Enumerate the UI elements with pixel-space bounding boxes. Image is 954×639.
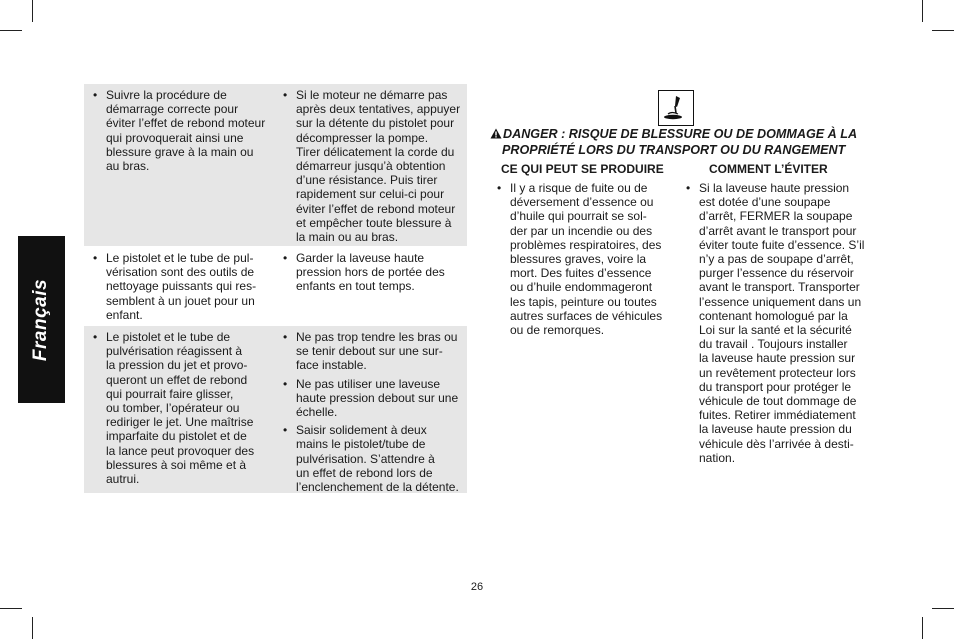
- prevention-column: [685, 181, 870, 469]
- danger-title-line1: DANGER : RISQUE DE BLESSURE OU DE DOMMAGE À LA: [503, 127, 858, 141]
- prevention-item: • Si le moteur ne démarre pas après deux tentatives, appuyer sur la détente du pistolet pour décompresser la pompe. Tirer délicatement la corde du démarreur jusqu’à obtention d’une résistance. Puis tirer rapidement sur celui-ci pour éviter l’effet de rebond moteur et empêcher toute blessure à la main ou au bras.: [282, 88, 465, 244]
- prevention-item: • Si la laveuse haute pression est dotée d’une soupape d’arrêt, FERMER la soupape d’arrêt avant le transport pour éviter toute fuite d’essence. S’il n’y a pas de soupape d’arrêt, purger l’essence du réservoir avant le transport. Transporter l’essence uniquement dans un contenant homologué par la Loi sur la santé et la sécurité du travail . Toujours installer la laveuse haute pression sur un revêtement protecteur lors du transport pour protéger le véhicule de tout dommage de fuites. Retirer immédiatement la laveuse haute pression du véhicule dès l’arrivée à desti- nation.: [685, 181, 870, 465]
- crop-mark: [32, 617, 33, 639]
- crop-mark: [0, 30, 22, 31]
- prevention-item: • Saisir solidement à deux mains le pistolet/tube de pulvérisation. S’attendre à un effet de rebond lors de l’enclenchement de la détente.: [282, 423, 465, 494]
- crop-mark: [932, 608, 954, 609]
- crop-mark: [32, 0, 33, 22]
- safety-row: [84, 247, 467, 325]
- safety-row: [84, 84, 467, 246]
- crop-mark: [932, 30, 954, 31]
- page-number: 26: [470, 581, 484, 593]
- hazard-pictogram-icon: [658, 90, 694, 126]
- prevention-column: [282, 88, 465, 248]
- prevention-column: [282, 330, 465, 498]
- crop-mark: [0, 608, 22, 609]
- prevention-item: • Ne pas utiliser une laveuse haute pression debout sur une échelle.: [282, 377, 465, 420]
- warning-triangle-icon: [490, 128, 502, 143]
- column-header-what-can-happen: CE QUI PEUT SE PRODUIRE: [501, 162, 664, 176]
- prevention-item: • Garder la laveuse haute pression hors de portée des enfants en tout temps.: [282, 251, 465, 294]
- prevention-item: • Ne pas trop tendre les bras ou se tenir debout sur une sur- face instable.: [282, 330, 465, 373]
- hazard-item: • Il y a risque de fuite ou de déversement d’essence ou d’huile qui pourrait se sol- der par un incendie ou des problèmes respiratoires, des blessures graves, voire la mort. Des fuites d’essence ou d’huile endommageront les tapis, peinture ou toutes autres surfaces de véhicules ou de remorques.: [496, 181, 671, 337]
- hazard-item: • Le pistolet et le tube de pul- vérisation sont des outils de nettoyage puissants qui res- semblent à un jouet pour un enfant.: [92, 251, 272, 322]
- hazard-column: [92, 330, 272, 490]
- hazard-column: [92, 88, 272, 177]
- column-header-how-to-avoid: COMMENT L’ÉVITER: [709, 162, 828, 176]
- danger-heading: [490, 127, 880, 158]
- hazard-column: [496, 181, 671, 341]
- crop-mark: [922, 0, 923, 22]
- language-tab-label: Français: [30, 278, 52, 361]
- hazard-column: [92, 251, 272, 326]
- hazard-item: • Suivre la procédure de démarrage correcte pour éviter l’effet de rebond moteur qui provoquerait ainsi une blessure grave à la main ou au bras.: [92, 88, 272, 173]
- prevention-column: [282, 251, 465, 298]
- language-tab: [18, 236, 65, 403]
- danger-title-line2: PROPRIÉTÉ LORS DU TRANSPORT OU DU RANGEMENT: [502, 143, 846, 157]
- crop-mark: [922, 617, 923, 639]
- hazard-item: • Le pistolet et le tube de pulvérisation réagissent à la pression du jet et provo- queront un effet de rebond qui pourrait faire glisser, ou tomber, l’opérateur ou rediriger le jet. Une maîtrise imparfaite du pistolet et de la lance peut provoquer des blessures à soi même et à autrui.: [92, 330, 272, 486]
- safety-row: [84, 326, 467, 493]
